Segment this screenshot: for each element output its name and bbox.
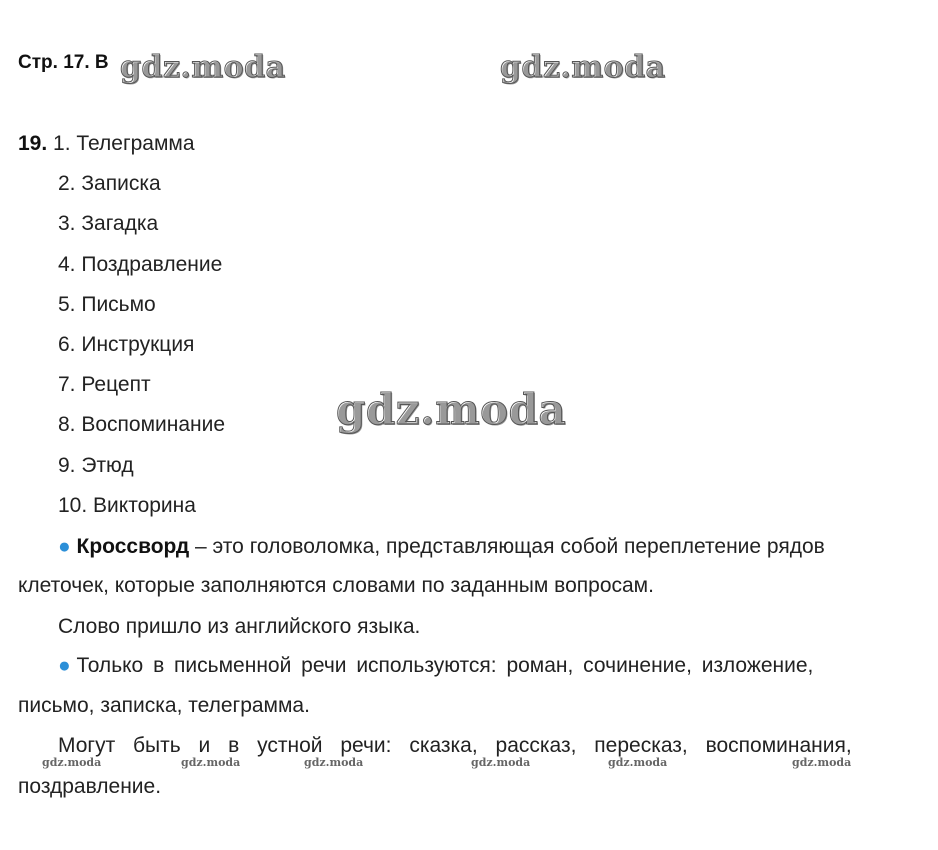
list-item: 1. Телеграмма [53,132,195,155]
paragraph-text: Только в письменной речи используются: роман, сочинение, изложение, [76,654,814,677]
list-item: 5. Письмо [58,293,156,316]
list-item: 9. Этюд [58,454,134,477]
bullet-icon: ● [58,535,71,558]
watermark-logo: gdz.moda [120,50,286,85]
term-crossword: Кроссворд [76,535,190,558]
list-item: 8. Воспоминание [58,413,226,436]
paragraph-written-line1 [58,652,813,680]
list-item: 7. Рецепт [58,373,151,396]
paragraph-oral-line2: поздравление. [18,775,162,798]
watermark-small: gdz.moda [304,756,364,769]
exercise-first-line [18,130,195,158]
paragraph-crossword-line2: клеточек, которые заполняются словами по заданным вопросам. [18,574,654,597]
watermark-small: gdz.moda [471,756,531,769]
list-item: 4. Поздравление [58,253,223,276]
paragraph-text: – это головоломка, представляющая собой переплетение рядов [195,535,825,558]
list-item: 3. Загадка [58,212,159,235]
watermark-small: gdz.moda [608,756,668,769]
paragraph-crossword-line1 [58,533,924,561]
watermark-logo: gdz.moda [500,50,666,85]
paragraph-origin: Слово пришло из английского языка. [58,615,421,638]
bullet-icon: ● [58,654,71,677]
paragraph-oral-line1 [58,732,852,760]
paragraph-text: Могут быть и в устной речи: сказка, рассказ, пересказ, воспоминания, [58,734,852,757]
exercise-number: 19. [18,132,48,155]
list-item: 10. Викторина [58,494,196,517]
watermark-small: gdz.moda [792,756,852,769]
watermark-small: gdz.moda [42,756,102,769]
watermark-logo: gdz.moda [336,385,567,434]
list-item: 2. Записка [58,172,161,195]
watermark-small: gdz.moda [181,756,241,769]
page-header: Стр. 17. В [18,52,109,73]
paragraph-written-line2: письмо, записка, телеграмма. [18,694,310,717]
list-item: 6. Инструкция [58,333,195,356]
